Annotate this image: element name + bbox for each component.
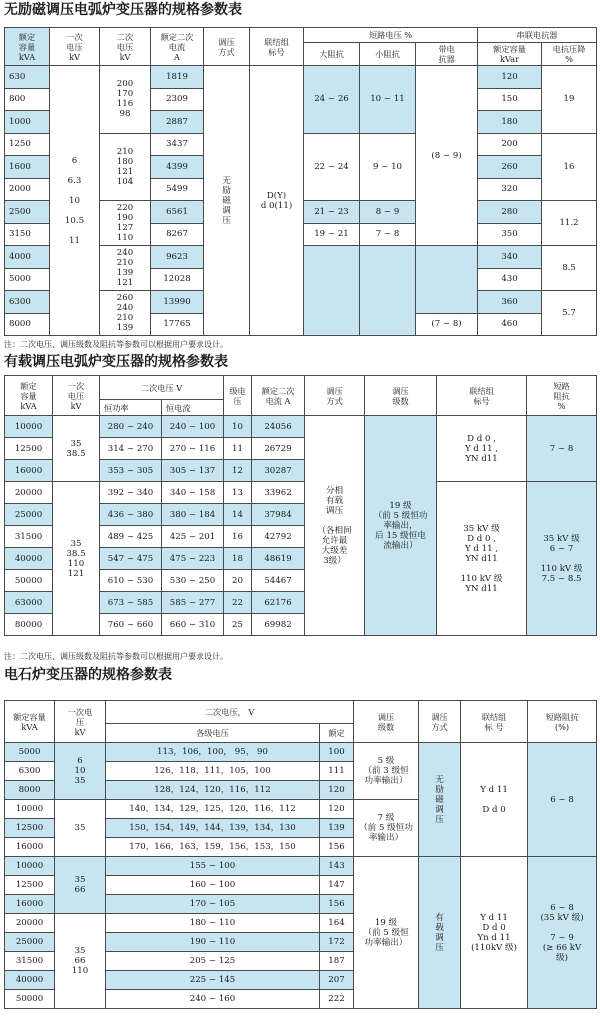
small-impedance-cell: 8 ~ 9 [360,201,416,224]
current-cell: 37984 [252,504,305,526]
current-cell: 26729 [252,438,305,460]
steps-cell: 11 [224,438,252,460]
table-row [5,416,597,438]
reactor-drop-cell: 16 [542,133,597,201]
steps-cell: 20 [224,570,252,592]
current-cell: 6561 [151,201,204,224]
rated-voltage-cell: 207 [320,971,354,990]
regulation-mode-cell: 无 励 磁 调 压 [419,743,461,857]
rated-voltage-cell: 156 [320,838,354,857]
steps-cell: 14 [224,504,252,526]
const-current-cell: 380 ~ 184 [162,504,224,526]
capacity-cell: 16000 [5,460,53,482]
vector-group-cell: D d 0 , Y d 11 , YN d11 [437,416,527,482]
capacity-cell: 31500 [5,526,53,548]
header-primary-voltage: 一次 电压 kV [53,376,100,416]
steps-cell: 22 [224,592,252,614]
regulation-mode-cell: 分相 有载 调压 （各相间 允许最 大级差 3级） [305,416,365,636]
current-cell: 9623 [151,246,204,269]
reactor-capacity-cell: 350 [478,223,542,246]
reactor-capacity-cell: 320 [478,178,542,201]
reactor-capacity-cell: 260 [478,156,542,179]
step-voltages-cell: 180 ~ 110 [106,914,320,933]
regulation-steps-cell: 5 级 （前 3 级恒 功率输出） [354,743,419,800]
header-regulation-mode: 调压 方式 [204,28,250,66]
header-reactor-drop: 电抗压降 % [542,43,597,66]
step-voltages-cell: 240 ~ 160 [106,990,320,1009]
capacity-cell: 6300 [5,291,50,314]
header-regulation-mode: 调压 方式 [419,701,461,743]
reactor-drop-cell: 5.7 [542,291,597,336]
step-voltages-cell: 113，106，100， 95， 90 [106,743,320,762]
capacity-cell: 8000 [5,313,50,336]
const-power-cell: 760 ~ 660 [100,614,162,636]
secondary-voltage-cell: 240 210 139 121 [100,246,151,291]
current-cell: 62176 [252,592,305,614]
const-current-cell: 660 ~ 310 [162,614,224,636]
header-capacity: 额定容量 kVA [5,701,55,743]
capacity-cell: 6300 [5,762,55,781]
vector-group-cell: Y d 11 D d 0 [461,743,528,857]
step-voltages-cell: 205 ~ 125 [106,952,320,971]
current-cell: 17765 [151,313,204,336]
rated-voltage-cell: 100 [320,743,354,762]
header-reactor-capacity: 额定容量 kVar [478,43,542,66]
regulation-mode-cell: 无 励 磁 调 压 [204,66,250,336]
capacity-cell: 16000 [5,895,55,914]
small-impedance-blank [360,246,416,336]
regulation-steps-cell: 7 级 （前 5 级恒功 率输出） [354,800,419,857]
capacity-cell: 16000 [5,838,55,857]
capacity-cell: 10000 [5,857,55,876]
capacity-cell: 20000 [5,482,53,504]
header-secondary-voltage: 二次电压 V [100,376,224,400]
step-voltages-cell: 160 ~ 100 [106,876,320,895]
const-current-cell: 240 ~ 100 [162,416,224,438]
small-impedance-cell: 7 ~ 8 [360,223,416,246]
const-power-cell: 489 ~ 425 [100,526,162,548]
current-cell: 12028 [151,268,204,291]
large-impedance-cell: 19 ~ 21 [304,223,360,246]
steps-cell: 13 [224,482,252,504]
steps-cell: 10 [224,416,252,438]
rated-voltage-cell: 222 [320,990,354,1009]
reactor-capacity-cell: 180 [478,111,542,134]
header-impedance: 短路 阻抗 % [527,376,597,416]
secondary-voltage-cell: 200 170 116 98 [100,66,151,134]
rated-voltage-cell: 120 [320,800,354,819]
large-impedance-cell: 22 ~ 24 [304,133,360,201]
table-row [5,743,597,762]
capacity-cell: 50000 [5,990,55,1009]
reactor-capacity-cell: 280 [478,201,542,224]
capacity-cell: 2500 [5,201,50,224]
large-impedance-blank [304,246,360,336]
regulation-steps-cell: 19 级 （前 5 级恒功 率输出， 后 15 级恒电 流输出） [365,416,437,636]
capacity-cell: 1000 [5,111,50,134]
table-row [5,482,597,504]
step-voltages-cell: 225 ~ 145 [106,971,320,990]
capacity-cell: 63000 [5,592,53,614]
table-row [5,66,597,89]
impedance-cell: 35 kV 级 6 ~ 7 110 kV 级 7.5 ~ 8.5 [527,482,597,636]
current-cell: 2309 [151,88,204,111]
secondary-voltage-cell: 210 180 121 104 [100,133,151,201]
header-secondary-current: 额定二次 电流 A [252,376,305,416]
const-power-cell: 353 ~ 305 [100,460,162,482]
rated-voltage-cell: 187 [320,952,354,971]
const-current-cell: 340 ~ 158 [162,482,224,504]
reactor-drop-cell: 8.5 [542,246,597,291]
current-cell: 2887 [151,111,204,134]
table-row [5,857,597,876]
current-cell: 30287 [252,460,305,482]
rated-voltage-cell: 143 [320,857,354,876]
capacity-cell: 2000 [5,178,50,201]
steps-cell: 12 [224,460,252,482]
step-voltages-cell: 190 ~ 110 [106,933,320,952]
vector-group-cell: 35 kV 级 D d 0 , Y d 11 , YN d11 110 kV 级 YN d11 [437,482,527,636]
small-impedance-cell: 9 ~ 10 [360,133,416,201]
primary-voltage-cell: 6 10 35 [55,743,106,800]
const-power-cell: 436 ~ 380 [100,504,162,526]
header-constant-power: 恒功率 [100,400,162,416]
capacity-cell: 12500 [5,438,53,460]
secondary-voltage-cell: 260 240 210 139 [100,291,151,336]
secondary-voltage-cell: 220 190 127 110 [100,201,151,246]
header-step-voltages: 各级电压 [106,724,320,743]
table2-note: 注：二次电压、调压级数及阻抗等参数可以根据用户要求设计。 [4,652,228,661]
reactor-capacity-cell: 430 [478,268,542,291]
reactor-capacity-cell: 150 [478,88,542,111]
primary-voltage-cell: 35 66 [55,857,106,914]
header-constant-current: 恒电流 [162,400,224,416]
regulation-steps-cell: 19 级 （前 5 级恒 功率输出） [354,857,419,1009]
capacity-cell: 12500 [5,819,55,838]
impedance-cell: 7 ~ 8 [527,416,597,482]
const-power-cell: 673 ~ 585 [100,592,162,614]
header-series-reactor: 串联电抗器 [478,28,597,43]
table1-note: 注：二次电压、调压级数及阻抗等参数可以根据用户要求设计。 [4,340,228,349]
capacity-cell: 5000 [5,743,55,762]
capacity-cell: 40000 [5,971,55,990]
header-secondary-voltage: 二次电压， V [106,701,354,724]
reactor-drop-cell: 11.2 [542,201,597,246]
current-cell: 4399 [151,156,204,179]
const-power-cell: 547 ~ 475 [100,548,162,570]
header-large-impedance: 大阻抗 [304,43,360,66]
current-cell: 24056 [252,416,305,438]
current-cell: 69982 [252,614,305,636]
step-voltages-cell: 140，134，129，125，120，116，112 [106,800,320,819]
primary-voltage-cell: 35 38.5 110 121 [53,482,100,636]
header-regulation-mode: 调压 方式 [305,376,365,416]
const-current-cell: 585 ~ 277 [162,592,224,614]
step-voltages-cell: 150，154，149，144，139，134，130 [106,819,320,838]
capacity-cell: 40000 [5,548,53,570]
capacity-cell: 31500 [5,952,55,971]
current-cell: 5499 [151,178,204,201]
capacity-cell: 80000 [5,614,53,636]
header-capacity: 额定 容量 kVA [5,376,53,416]
header-short-circuit-voltage: 短路电压 % [304,28,478,43]
rated-voltage-cell: 172 [320,933,354,952]
rated-voltage-cell: 156 [320,895,354,914]
const-power-cell: 280 ~ 240 [100,416,162,438]
header-vector-group: 联结组 标 号 [461,701,528,743]
capacity-cell: 1600 [5,156,50,179]
impedance-cell: 6 ~ 8 (35 kV 级) 7 ~ 9 (≥ 66 kV 级) [528,857,597,1009]
reactor-capacity-cell: 460 [478,313,542,336]
primary-voltage-cell: 35 [55,800,106,857]
header-with-reactor: 带电 抗器 [416,43,478,66]
header-impedance: 短路阻抗 (%) [528,701,597,743]
capacity-cell: 1250 [5,133,50,156]
vector-group-cell: Y d 11 D d 0 Yn d 11 (110kV 级) [461,857,528,1009]
current-cell: 33962 [252,482,305,504]
const-current-cell: 425 ~ 201 [162,526,224,548]
table1-title: 无励磁调压电弧炉变压器的规格参数表 [4,2,242,18]
step-voltages-cell: 155 ~ 100 [106,857,320,876]
steps-cell: 16 [224,526,252,548]
current-cell: 48619 [252,548,305,570]
header-vector-group: 联结组 标号 [437,376,527,416]
const-current-cell: 530 ~ 250 [162,570,224,592]
const-current-cell: 305 ~ 137 [162,460,224,482]
step-voltages-cell: 128，124，120，116，112 [106,781,320,800]
const-power-cell: 392 ~ 340 [100,482,162,504]
rated-voltage-cell: 147 [320,876,354,895]
capacity-cell: 25000 [5,933,55,952]
capacity-cell: 8000 [5,781,55,800]
rated-voltage-cell: 164 [320,914,354,933]
header-regulation-steps: 调压 级数 [354,701,419,743]
rated-voltage-cell: 139 [320,819,354,838]
table2-title: 有载调压电弧炉变压器的规格参数表 [4,354,228,370]
current-cell: 54467 [252,570,305,592]
reactor-capacity-cell: 120 [478,66,542,89]
const-current-cell: 270 ~ 116 [162,438,224,460]
capacity-cell: 12500 [5,876,55,895]
table2-arc-furnace-on-load [4,375,597,636]
large-impedance-cell: 24 ~ 26 [304,66,360,134]
current-cell: 13990 [151,291,204,314]
header-secondary-current: 额定二次 电流 A [151,28,204,66]
header-rated-voltage: 额定 [320,724,354,743]
header-primary-voltage: 一次电 压 kV [55,701,106,743]
reactor-impedance-cell: (7 ~ 8) [416,313,478,336]
rated-voltage-cell: 120 [320,781,354,800]
header-secondary-voltage: 二次 电压 kV [100,28,151,66]
rated-voltage-cell: 111 [320,762,354,781]
capacity-cell: 50000 [5,570,53,592]
primary-voltage-cell: 35 66 110 [55,914,106,1009]
capacity-cell: 630 [5,66,50,89]
steps-cell: 25 [224,614,252,636]
capacity-cell: 5000 [5,268,50,291]
capacity-cell: 4000 [5,246,50,269]
capacity-cell: 10000 [5,416,53,438]
impedance-cell: 6 ~ 8 [528,743,597,857]
const-power-cell: 610 ~ 530 [100,570,162,592]
table3-title: 电石炉变压器的规格参数表 [4,667,172,683]
vector-group-cell: D(Y) d 0(11) [250,66,304,336]
step-voltages-cell: 126，118，111，105，100 [106,762,320,781]
header-steps: 级电 压 [224,376,252,416]
capacity-cell: 25000 [5,504,53,526]
primary-voltage-cell: 35 38.5 [53,416,100,482]
steps-cell: 18 [224,548,252,570]
reactor-capacity-cell: 360 [478,291,542,314]
capacity-cell: 800 [5,88,50,111]
table3-carbide-furnace [4,700,597,1009]
reactor-impedance-cell: (8 ~ 9) [416,66,478,246]
capacity-cell: 20000 [5,914,55,933]
header-vector-group: 联结组 标号 [250,28,304,66]
header-small-impedance: 小阻抗 [360,43,416,66]
reactor-capacity-cell: 200 [478,133,542,156]
small-impedance-cell: 10 ~ 11 [360,66,416,134]
reactor-impedance-blank [416,246,478,314]
current-cell: 3437 [151,133,204,156]
capacity-cell: 10000 [5,800,55,819]
reactor-capacity-cell: 340 [478,246,542,269]
table1-arc-furnace-no-load [4,27,597,336]
step-voltages-cell: 170 ~ 105 [106,895,320,914]
primary-voltage-cell: 6 6.3 10 10.5 11 [50,66,100,336]
header-capacity: 额定 容量 kVA [5,28,50,66]
const-current-cell: 475 ~ 223 [162,548,224,570]
const-power-cell: 314 ~ 270 [100,438,162,460]
header-primary-voltage: 一次 电压 kV [50,28,100,66]
step-voltages-cell: 170，166，163，159，156，153，150 [106,838,320,857]
current-cell: 8267 [151,223,204,246]
current-cell: 42792 [252,526,305,548]
capacity-cell: 3150 [5,223,50,246]
header-regulation-steps: 调压 级数 [365,376,437,416]
reactor-drop-cell: 19 [542,66,597,134]
regulation-mode-cell: 有 载 调 压 [419,857,461,1009]
large-impedance-cell: 21 ~ 23 [304,201,360,224]
current-cell: 1819 [151,66,204,89]
